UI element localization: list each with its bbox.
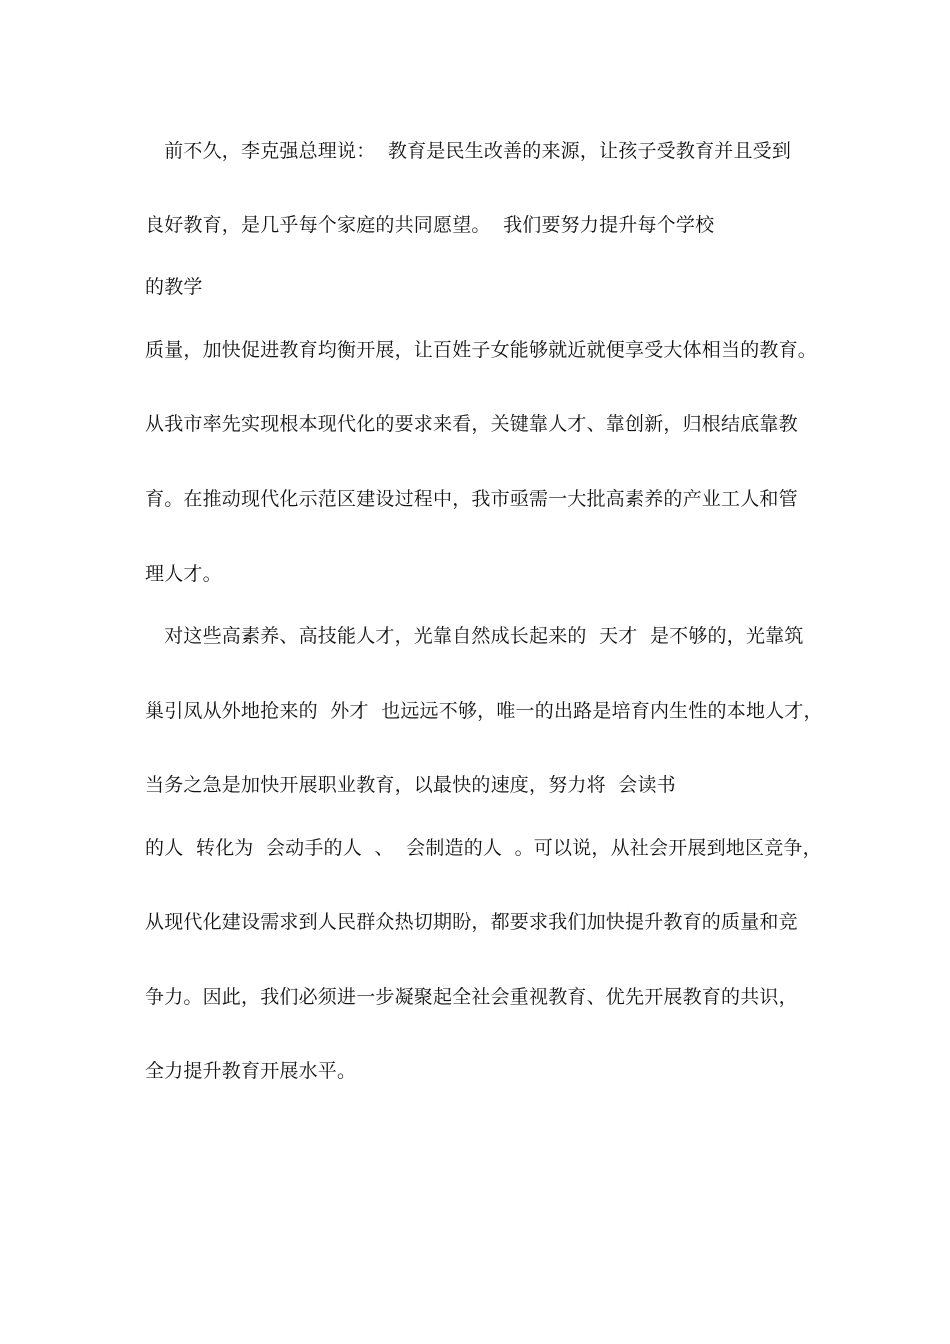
text-line: 全力提升教育开展水平。 [145,1060,357,1082]
text-line: 争力。因此，我们必须进一步凝聚起全社会重视教育、优先开展教育的共识， [145,986,798,1008]
text-line: 对这些高素养、高技能人才，光靠自然成长起来的 天才 是不够的，光靠筑 [145,625,804,647]
text-line: 从现代化建设需求到人民群众热切期盼，都要求我们加快提升教育的质量和竞 [145,911,798,933]
text-line: 巢引凤从外地抢来的 外才 也远远不够，唯一的出路是培育内生性的本地人才， [145,700,823,722]
text-line: 从我市率先实现根本现代化的要求来看，关键靠人才、靠创新，归根结底靠教 [145,413,798,435]
text-line: 前不久，李克强总理说： 教育是民生改善的来源，让孩子受教育并且受到 [145,140,792,162]
text-line: 当务之急是加快开展职业教育，以最快的速度，努力将 会读书 [145,774,676,796]
text-line: 质量，加快促进教育均衡开展，让百姓子女能够就近就便享受大体相当的教育。 [145,339,818,361]
text-line: 的教学 [145,276,203,298]
text-line: 的人 转化为 会动手的人 、 会制造的人 。可以说，从社会开展到地区竞争， [145,837,822,859]
text-line: 育。在推动现代化示范区建设过程中，我市亟需一大批高素养的产业工人和管 [145,488,798,510]
text-line: 理人才。 [145,563,222,585]
text-line: 良好教育，是几乎每个家庭的共同愿望。 我们要努力提升每个学校 [145,214,715,236]
